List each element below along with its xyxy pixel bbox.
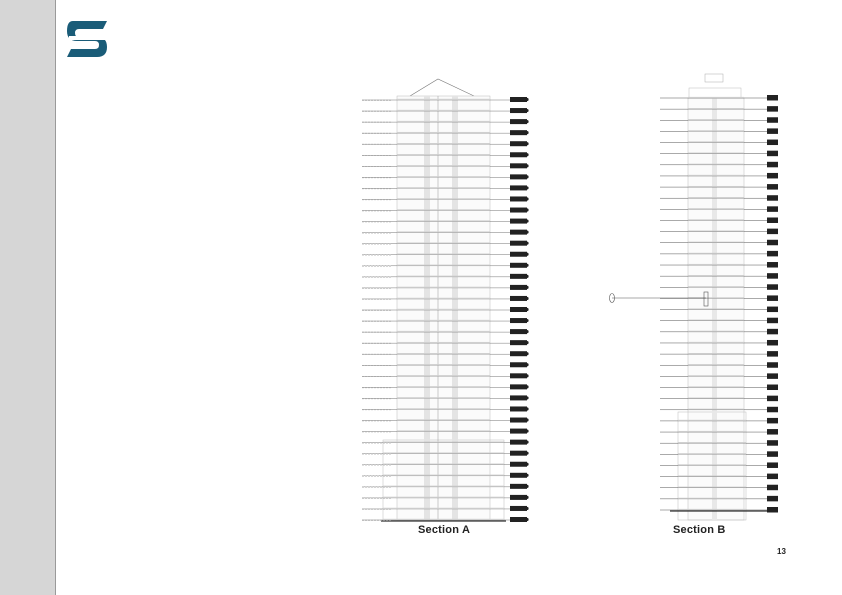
section-a-level-tag xyxy=(510,362,527,367)
section-b-slab xyxy=(678,420,746,421)
section-a-level-marker xyxy=(525,474,528,477)
section-a-level-marker xyxy=(525,463,528,466)
section-b-level-tag xyxy=(767,418,778,424)
section-b-slab xyxy=(678,475,746,476)
section-b-slab xyxy=(688,342,744,343)
section-b-level-tag xyxy=(767,284,778,290)
section-b-slab xyxy=(688,275,744,276)
section-b-level-tag xyxy=(767,474,778,480)
section-a-level-tag xyxy=(510,163,527,168)
section-b-slab xyxy=(678,509,746,510)
section-b-drawing xyxy=(610,74,779,520)
section-a-level-tag xyxy=(510,263,527,268)
section-a-level-tag xyxy=(510,108,527,113)
section-b-slab xyxy=(688,409,744,410)
section-b-slab xyxy=(688,331,744,332)
section-a-slab xyxy=(397,209,490,210)
section-a-slab xyxy=(397,408,490,409)
section-b-level-tag xyxy=(767,95,778,101)
section-a-level-marker xyxy=(525,186,528,189)
section-a-slab xyxy=(397,276,490,277)
section-a-level-tag xyxy=(510,329,527,334)
section-b-slab xyxy=(688,130,744,131)
section-a-level-marker xyxy=(525,286,528,289)
section-a-slab xyxy=(397,386,490,387)
section-a-level-tag xyxy=(510,462,527,467)
section-b-level-tag xyxy=(767,496,778,502)
section-b-slab xyxy=(678,498,746,499)
section-a-slab xyxy=(383,452,504,453)
section-a-slab xyxy=(383,475,504,476)
section-a-level-marker xyxy=(525,396,528,399)
section-a-slab xyxy=(397,287,490,288)
section-a-level-tag xyxy=(510,318,527,323)
section-a-level-tag xyxy=(510,296,527,301)
section-a-slab xyxy=(397,397,490,398)
section-b-slab xyxy=(688,320,744,321)
section-a-level-tag xyxy=(510,130,527,135)
section-b-level-tag xyxy=(767,507,778,513)
section-b-slab xyxy=(688,353,744,354)
section-a-level-tag xyxy=(510,517,527,522)
section-a-level-marker xyxy=(525,219,528,222)
section-a-level-tag xyxy=(510,174,527,179)
section-a-slab xyxy=(397,176,490,177)
section-a-level-marker xyxy=(525,264,528,267)
section-b-level-tag xyxy=(767,262,778,268)
section-a-slab xyxy=(397,331,490,332)
section-a-slab xyxy=(397,430,490,431)
section-a-level-marker xyxy=(525,109,528,112)
section-a-level-marker xyxy=(525,98,528,101)
section-a-level-marker xyxy=(525,208,528,211)
section-a-level-marker xyxy=(525,452,528,455)
section-a-level-marker xyxy=(525,197,528,200)
section-b-level-tag xyxy=(767,362,778,368)
section-b-level-tag xyxy=(767,340,778,346)
section-a-core-left xyxy=(424,96,430,520)
section-b-level-tag xyxy=(767,195,778,201)
section-a-level-tag xyxy=(510,252,527,257)
section-b-slab xyxy=(688,231,744,232)
section-a-slab xyxy=(397,254,490,255)
section-a-level-marker xyxy=(525,374,528,377)
section-a-level-tag xyxy=(510,119,527,124)
section-a-level-marker xyxy=(525,330,528,333)
section-a-slab xyxy=(397,353,490,354)
section-a-level-marker xyxy=(525,429,528,432)
section-b-slab xyxy=(678,453,746,454)
section-a-level-marker xyxy=(525,496,528,499)
section-b-slab xyxy=(688,398,744,399)
section-b-level-tag xyxy=(767,396,778,402)
section-a-level-tag xyxy=(510,285,527,290)
section-a-level-tag xyxy=(510,395,527,400)
section-a-level-marker xyxy=(525,242,528,245)
section-b-slab xyxy=(688,141,744,142)
section-a-level-marker xyxy=(525,319,528,322)
section-a-slab xyxy=(383,497,504,498)
section-b-level-tag xyxy=(767,251,778,257)
section-b-slab xyxy=(688,386,744,387)
section-a-slab xyxy=(397,143,490,144)
section-b-level-tag xyxy=(767,273,778,279)
section-a-slab xyxy=(383,464,504,465)
section-b-roof-structure xyxy=(705,74,723,82)
section-a-level-marker xyxy=(525,418,528,421)
section-a-slab xyxy=(397,419,490,420)
section-b-level-tag xyxy=(767,373,778,379)
section-a-level-marker xyxy=(525,385,528,388)
section-a-level-marker xyxy=(525,120,528,123)
section-a-slab xyxy=(397,198,490,199)
section-a-slab xyxy=(397,298,490,299)
section-a-slab xyxy=(383,508,504,509)
section-a-level-marker xyxy=(525,231,528,234)
section-b-caption: Section B xyxy=(673,524,726,536)
section-b-slab xyxy=(688,208,744,209)
section-b-level-tag xyxy=(767,440,778,446)
section-a-level-tag xyxy=(510,451,527,456)
section-b-level-tag xyxy=(767,329,778,335)
section-a-slab xyxy=(397,265,490,266)
section-a-level-marker xyxy=(525,131,528,134)
section-a-slab xyxy=(397,375,490,376)
section-a-level-marker xyxy=(525,341,528,344)
section-a-level-tag xyxy=(510,219,527,224)
section-b-level-tag xyxy=(767,429,778,435)
section-b-crown xyxy=(689,88,741,98)
section-a-level-tag xyxy=(510,307,527,312)
section-a-level-marker xyxy=(525,253,528,256)
section-a-slab xyxy=(397,154,490,155)
section-b-level-tag xyxy=(767,151,778,157)
section-b-level-tag xyxy=(767,140,778,146)
section-b-slab xyxy=(688,164,744,165)
section-b-slab xyxy=(688,242,744,243)
section-a-slab xyxy=(383,519,504,520)
section-a-slab xyxy=(397,242,490,243)
section-b-slab xyxy=(688,286,744,287)
section-a-level-tag xyxy=(510,97,527,102)
section-a-level-tag xyxy=(510,208,527,213)
section-a-level-marker xyxy=(525,153,528,156)
section-a-slab xyxy=(397,231,490,232)
section-a-level-marker xyxy=(525,297,528,300)
section-b-level-tag xyxy=(767,106,778,112)
section-a-level-marker xyxy=(525,518,528,521)
section-b-level-tag xyxy=(767,407,778,413)
page-number: 13 xyxy=(777,547,786,556)
section-a-level-tag xyxy=(510,373,527,378)
section-a-roof xyxy=(410,79,474,96)
section-b-slab xyxy=(678,464,746,465)
section-b-level-tag xyxy=(767,217,778,223)
section-a-drawing xyxy=(362,79,529,522)
section-b-slab xyxy=(688,197,744,198)
section-b-slab xyxy=(678,487,746,488)
section-a-level-marker xyxy=(525,507,528,510)
section-b-level-tag xyxy=(767,307,778,313)
section-a-level-marker xyxy=(525,363,528,366)
section-a-level-tag xyxy=(510,274,527,279)
section-b-level-tag xyxy=(767,117,778,123)
section-a-level-tag xyxy=(510,418,527,423)
section-b-slab xyxy=(688,97,744,98)
section-a-level-marker xyxy=(525,485,528,488)
section-b-slab xyxy=(688,375,744,376)
section-a-slab xyxy=(397,132,490,133)
section-b-level-tag xyxy=(767,229,778,235)
section-a-level-tag xyxy=(510,495,527,500)
section-b-slab xyxy=(678,442,746,443)
section-b-level-tag xyxy=(767,462,778,468)
section-b-slab xyxy=(688,364,744,365)
section-b-level-tag xyxy=(767,385,778,391)
section-a-level-tag xyxy=(510,241,527,246)
section-a-level-marker xyxy=(525,441,528,444)
section-a-level-tag xyxy=(510,429,527,434)
section-a-slab xyxy=(397,121,490,122)
section-b-slab xyxy=(688,308,744,309)
section-a-slab xyxy=(383,486,504,487)
section-a-slab xyxy=(397,99,490,100)
section-a-level-tag xyxy=(510,230,527,235)
section-a-slab xyxy=(397,342,490,343)
section-a-level-marker xyxy=(525,352,528,355)
section-a-level-marker xyxy=(525,175,528,178)
section-a-level-tag xyxy=(510,406,527,411)
section-b-slab xyxy=(688,186,744,187)
section-a-caption: Section A xyxy=(418,524,471,536)
section-b-level-tag xyxy=(767,240,778,246)
section-a-level-tag xyxy=(510,196,527,201)
section-a-core-right xyxy=(452,96,458,520)
section-a-slab xyxy=(397,110,490,111)
section-b-level-tag xyxy=(767,184,778,190)
section-a-slab xyxy=(397,187,490,188)
section-a-level-tag xyxy=(510,473,527,478)
section-b-level-tag xyxy=(767,173,778,179)
section-b-slab xyxy=(678,431,746,432)
section-b-level-tag xyxy=(767,351,778,357)
section-a-level-tag xyxy=(510,351,527,356)
section-b-slab xyxy=(688,108,744,109)
section-a-level-marker xyxy=(525,308,528,311)
section-b-slab xyxy=(688,119,744,120)
section-a-level-tag xyxy=(510,484,527,489)
section-a-level-tag xyxy=(510,384,527,389)
section-a-slab xyxy=(397,220,490,221)
section-b-slab xyxy=(688,175,744,176)
section-b-level-tag xyxy=(767,206,778,212)
section-b-level-tag xyxy=(767,128,778,134)
section-b-level-tag xyxy=(767,318,778,324)
section-a-slab xyxy=(397,364,490,365)
section-a-level-tag xyxy=(510,440,527,445)
section-b-slab xyxy=(688,153,744,154)
section-b-level-tag xyxy=(767,451,778,457)
section-a-level-tag xyxy=(510,141,527,146)
section-b-slab xyxy=(688,264,744,265)
section-a-slab xyxy=(397,309,490,310)
section-a-level-tag xyxy=(510,506,527,511)
section-b-slab xyxy=(688,253,744,254)
section-a-level-marker xyxy=(525,164,528,167)
section-a-level-tag xyxy=(510,185,527,190)
section-b-level-tag xyxy=(767,162,778,168)
section-a-level-tag xyxy=(510,340,527,345)
section-a-slab xyxy=(397,165,490,166)
section-a-level-marker xyxy=(525,142,528,145)
section-b-level-tag xyxy=(767,295,778,301)
section-a-level-tag xyxy=(510,152,527,157)
section-a-level-marker xyxy=(525,275,528,278)
section-b-slab xyxy=(688,219,744,220)
section-a-slab xyxy=(397,320,490,321)
section-a-slab xyxy=(383,441,504,442)
section-a-tower-outline xyxy=(397,96,490,520)
section-b-level-tag xyxy=(767,485,778,491)
section-a-level-marker xyxy=(525,407,528,410)
